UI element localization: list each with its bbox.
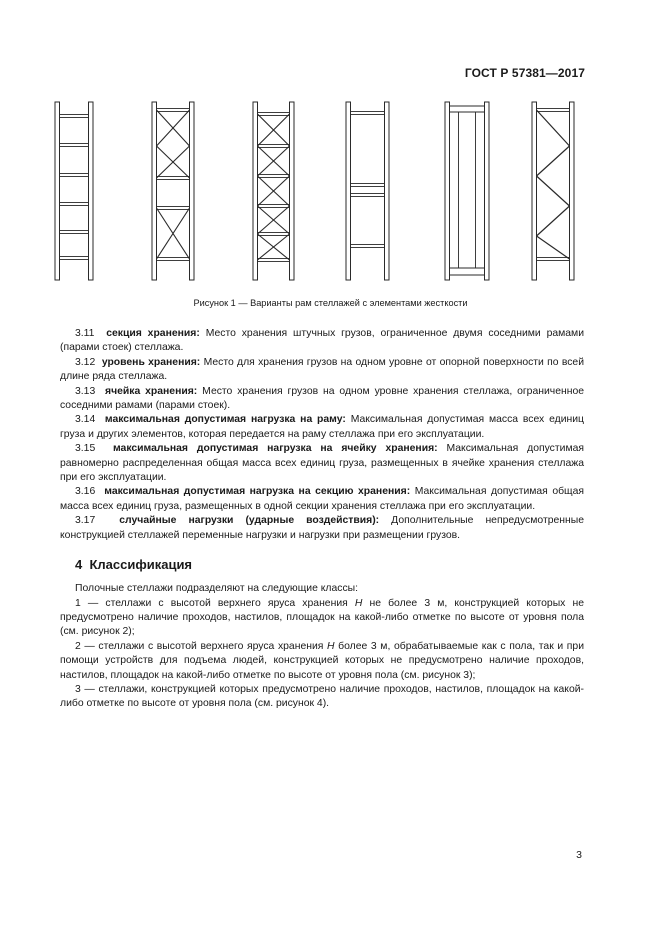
- frame-upright: [532, 102, 537, 280]
- frame-upright: [385, 102, 390, 280]
- definition-text: Место хранения грузов на одном уровне хранения стеллажа, ограниченное соседними рамами (парами стоек).: [60, 385, 585, 412]
- frame-horizontal-brace: [537, 258, 570, 261]
- definition-text: Максимальная допустимая равномерно распределенная общая масса всех единиц груза, размещенных в ячейке хранения стеллажа при его эксплуатации.: [60, 443, 584, 484]
- frame-upright: [190, 102, 195, 280]
- frame-diagonal-brace: [537, 176, 570, 206]
- definition-number: 3.16: [75, 486, 96, 498]
- section-number: 4: [75, 557, 83, 573]
- rack-frames-drawing: [0, 96, 661, 286]
- definition-text: Максимальная допустимая общая масса всех единиц груза, размещенных в одной секции хранения стеллажа при его эксплуатации.: [60, 486, 584, 512]
- section-title: Классификация: [89, 557, 193, 573]
- frame-upright: [89, 102, 94, 280]
- page-number: 3: [576, 849, 582, 861]
- frame-horizontal-brace: [157, 109, 190, 112]
- definition-number: 3.17: [75, 515, 96, 527]
- definition-number: 3.11: [75, 328, 95, 339]
- class-item-text-continued: не более 3 м, конструкцией которых не предусмотрено наличие проходов, настилов, площадок на какой-либо отметке по высоте от уровня пола (см. рисунок 2);: [60, 597, 584, 638]
- frame-horizontal-brace: [60, 203, 89, 206]
- frame-horizontal-brace: [351, 245, 385, 248]
- class-item-2: [60, 640, 584, 683]
- definition-number: 3.14: [75, 414, 96, 426]
- frame-horizontal-brace: [258, 175, 290, 178]
- class-item-3: [60, 683, 584, 712]
- height-variable: H: [354, 597, 363, 609]
- document-code: ГОСТ Р 57381—2017: [464, 66, 585, 80]
- definition-term: ячейка хранения:: [105, 385, 198, 397]
- section-heading: [60, 557, 584, 573]
- frame-diagonal-brace: [537, 146, 570, 176]
- definition-term: случайные нагрузки (ударные воздействия):: [119, 515, 380, 527]
- class-item-text-continued: более 3 м, обрабатываемые как с пола, так и при помощи устройств для подъема людей, конструкцией которых не предусмотрено наличие проходов, настилов, площадок на какой-либо отметке по высоте от уровня пола (см. рисунок 3);: [60, 640, 584, 681]
- frame-upright: [570, 102, 575, 280]
- frame-horizontal-brace: [157, 258, 190, 261]
- frame-horizontal-brace: [258, 259, 290, 262]
- frame-horizontal-brace: [537, 109, 570, 112]
- frame-horizontal-brace: [351, 184, 385, 187]
- rack-frames-figure: [0, 96, 661, 286]
- frame-horizontal-brace: [157, 177, 190, 180]
- definition-term: секция хранения:: [106, 328, 200, 339]
- frame-horizontal-brace: [60, 174, 89, 177]
- definition-number: 3.15: [75, 443, 96, 455]
- frame-upright: [253, 102, 258, 280]
- section-intro: Полочные стеллажи подразделяют на следующие классы:: [75, 583, 358, 595]
- classification-list: [60, 597, 584, 712]
- definition-3-15: [60, 442, 584, 485]
- figure-caption: Рисунок 1 — Варианты рам стеллажей с элементами жесткости: [193, 298, 468, 308]
- height-variable: H: [327, 640, 335, 652]
- frame-horizontal-brace: [258, 113, 290, 116]
- frame-upright: [55, 102, 60, 280]
- definition-text: Место для хранения грузов на одном уровне от опорной поверхности по всей длине ряда стеллажа.: [60, 356, 585, 383]
- definition-text: Место хранения штучных грузов, ограниченное двумя соседними рамами (парами стоек) стеллажа.: [60, 328, 585, 354]
- frame-upright: [152, 102, 157, 280]
- definition-3-16: [60, 485, 584, 514]
- definition-3-11: [60, 327, 584, 356]
- frame-horizontal-brace: [60, 257, 89, 260]
- frame-bottom-plate: [450, 268, 485, 275]
- class-item-text: 3 — стеллажи, конструкцией которых предусмотрено наличие проходов, настилов, площадок на какой-либо отметке по высоте от уровня пола (см. рисунок 4).: [60, 683, 584, 710]
- definition-term: максимальная допустимая нагрузка на ячейку хранения:: [113, 443, 438, 455]
- class-item-text: 1 — стеллажи с высотой верхнего яруса хранения: [75, 597, 355, 609]
- frame-horizontal-brace: [157, 207, 190, 210]
- definition-text: Дополнительные непредусмотренные конструкцией стеллажей переменные нагрузки и нагрузки при размещении грузов.: [60, 515, 584, 541]
- frame-upright: [445, 102, 450, 280]
- class-item-text: 2 — стеллажи с высотой верхнего яруса хранения: [75, 640, 328, 652]
- definition-term: максимальная допустимая нагрузка на секцию хранения:: [104, 486, 411, 498]
- frame-upright: [485, 102, 490, 280]
- frame-diagonal-brace: [537, 206, 570, 236]
- frame-upright: [290, 102, 295, 280]
- definition-number: 3.13: [75, 385, 96, 397]
- definition-term: максимальная допустимая нагрузка на раму:: [104, 414, 346, 426]
- frame-horizontal-brace: [258, 233, 290, 236]
- definition-number: 3.12: [75, 356, 96, 368]
- frame-diagonal-brace: [537, 236, 570, 259]
- frame-horizontal-brace: [60, 144, 89, 147]
- definition-3-14: [60, 413, 584, 442]
- frame-horizontal-brace: [258, 145, 290, 148]
- definition-3-13: [60, 385, 584, 414]
- frame-horizontal-brace: [60, 231, 89, 234]
- definition-3-17: [60, 514, 584, 543]
- definition-text: Максимальная допустимая масса всех единиц груза и других элементов, которая передается на раму стеллажа при его эксплуатации.: [60, 414, 584, 440]
- frame-upright: [346, 102, 351, 280]
- frame-horizontal-brace: [258, 205, 290, 208]
- body-text: [60, 327, 584, 712]
- definitions-list: [60, 327, 584, 543]
- frame-top-plate: [450, 106, 485, 112]
- definition-3-12: [60, 356, 584, 385]
- class-item-1: [60, 597, 584, 640]
- definition-term: уровень хранения:: [101, 356, 201, 368]
- frame-horizontal-brace: [60, 115, 89, 118]
- frame-diagonal-brace: [537, 110, 570, 146]
- frame-horizontal-brace: [351, 194, 385, 197]
- frame-horizontal-brace: [351, 112, 385, 115]
